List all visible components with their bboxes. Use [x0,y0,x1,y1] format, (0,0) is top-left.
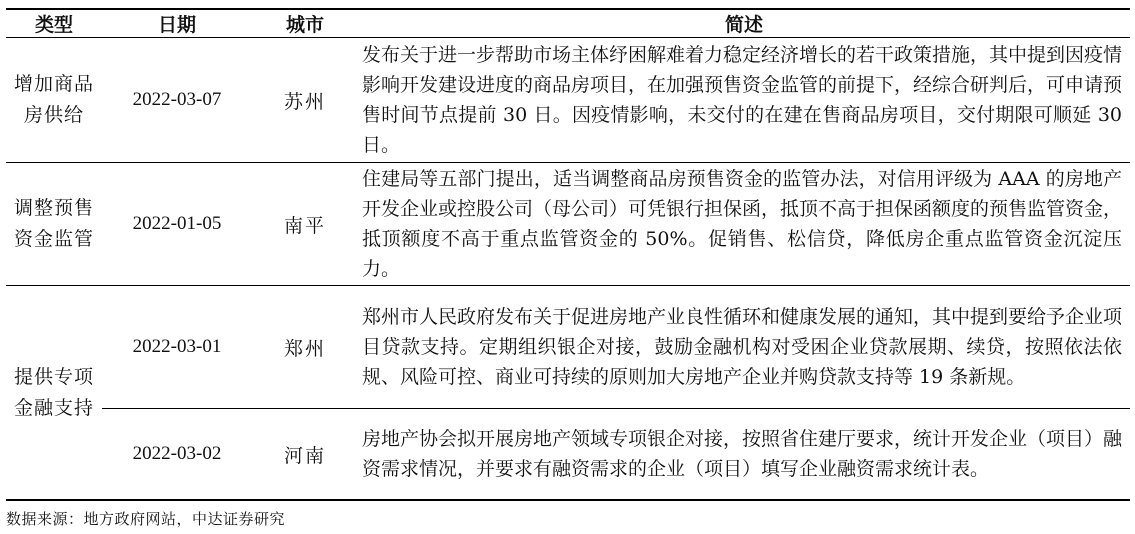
type-label: 增加商品房供给 [13,73,94,126]
city-cell: 郑州 [283,337,326,360]
header-date: 日期 [102,9,252,38]
type-label: 提供专项金融支持 [13,365,94,419]
type-cell [6,38,102,163]
table-header-row [6,9,1130,38]
date-cell: 2022-03-07 [102,38,252,163]
date-cell: 2022-03-02 [102,409,252,501]
table-row [6,163,1130,286]
date-cell: 2022-01-05 [102,163,252,286]
desc-cell: 住建局等五部门提出，适当调整商品房预售资金的监管办法，对信用评级为 AAA 的房地产开发企业或控股公司（母公司）可凭银行担保函，抵顶不高于担保函额度的预售监管资金，抵顶额度不高于重点监管资金的 50%。促销售、松信贷，降低房企重点监管资金沉淀压力。 [358,163,1130,286]
city-cell: 河南 [252,409,358,501]
policy-table [6,8,1130,501]
header-type: 类型 [6,9,102,38]
table-row [6,409,1130,501]
desc-cell: 房地产协会拟开展房地产领域专项银企对接，按照省住建厅要求，统计开发企业（项目）融资需求情况，并要求有融资需求的企业（项目）填写企业融资需求统计表。 [358,409,1130,501]
table-row [6,286,1130,409]
desc-cell: 郑州市人民政府发布关于促进房地产业良性循环和健康发展的通知，其中提到要给予企业项目贷款支持。定期组织银企对接，鼓励金融机构对受困企业贷款展期、续贷，按照依法依规、风险可控、商业可持续的原则加大房地产企业并购贷款支持等 19 条新规。 [362,306,1123,388]
type-label: 调整预售资金监管 [13,197,94,250]
source-note: 数据来源：地方政府网站，中达证券研究 [6,510,286,528]
header-desc: 简述 [358,9,1130,38]
city-cell: 南平 [252,163,358,286]
date-cell: 2022-03-01 [132,336,222,357]
table-row [6,38,1130,163]
header-city: 城市 [252,9,358,38]
type-cell [6,163,102,286]
type-cell [6,286,102,501]
city-cell: 苏州 [252,38,358,163]
desc-cell: 发布关于进一步帮助市场主体纾困解难着力稳定经济增长的若干政策措施，其中提到因疫情影响开发建设进度的商品房项目，在加强预售资金监管的前提下，经综合研判后，可申请预售时间节点提前 30 日。因疫情影响，未交付的在建在售商品房项目，交付期限可顺延 30 日。 [358,38,1130,163]
